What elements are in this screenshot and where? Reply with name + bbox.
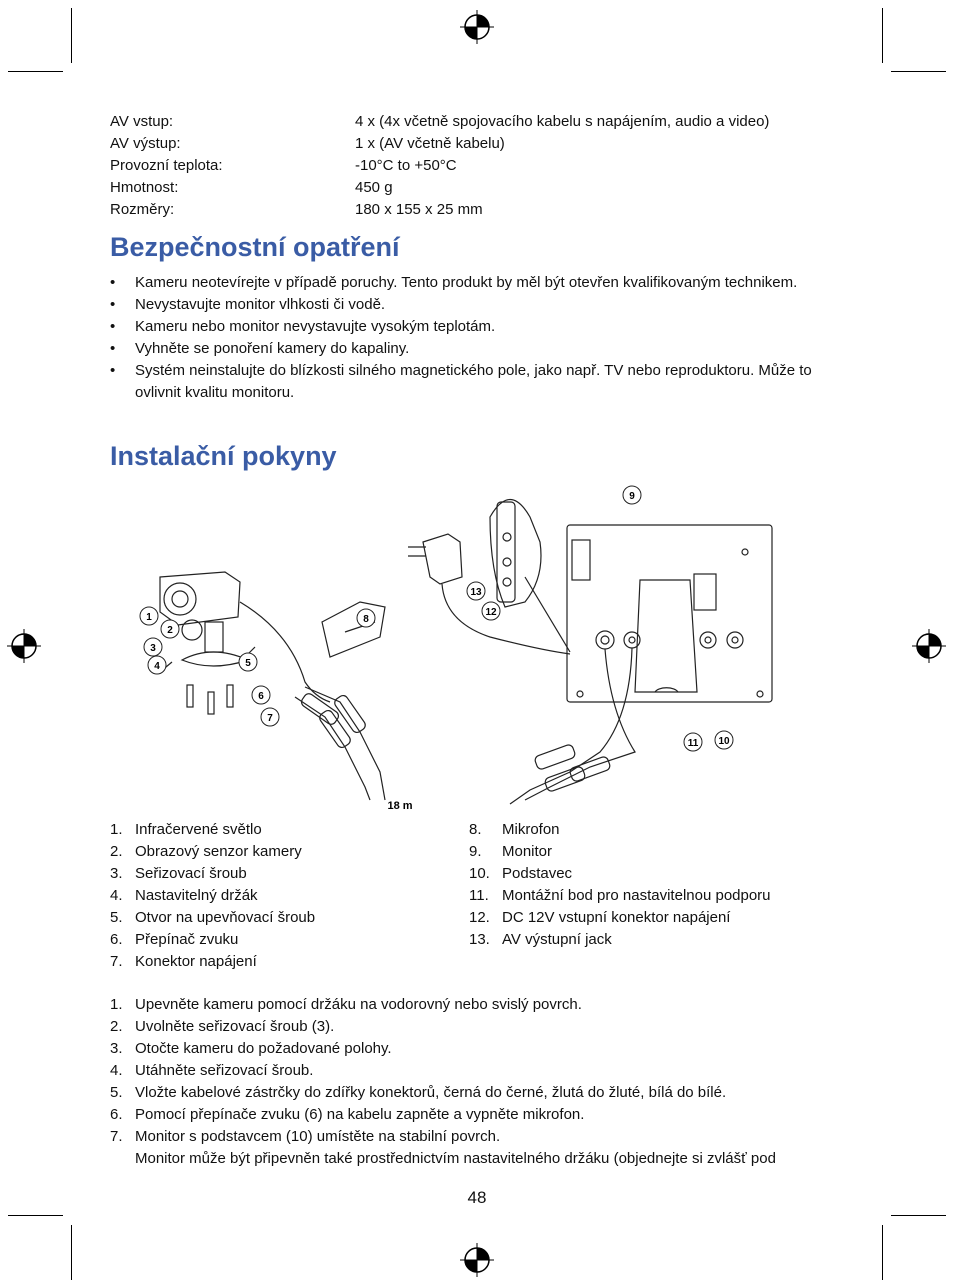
step-text-continued: Monitor může být připevněn také prostřednictvím nastavitelného držáku (objednejte si zvlášť pod xyxy=(135,1150,776,1167)
list-item xyxy=(110,929,450,951)
step-number: 4. xyxy=(110,1062,123,1079)
svg-text:1: 1 xyxy=(146,612,152,623)
bullet: • xyxy=(110,296,116,313)
list-item-text: DC 12V vstupní konektor napájení xyxy=(502,909,731,926)
list-item xyxy=(110,863,450,885)
bullet: • xyxy=(110,318,116,335)
step-item xyxy=(110,1060,870,1082)
spec-label: Provozní teplota: xyxy=(110,157,223,174)
list-item xyxy=(110,272,830,294)
list-item xyxy=(110,907,450,929)
parts-list-left xyxy=(110,819,450,973)
step-item xyxy=(110,1082,870,1104)
list-item xyxy=(110,951,450,973)
list-number: 8. xyxy=(469,821,482,838)
list-item-text: Kameru neotevírejte v případě poruchy. Tento produkt by měl být otevřen kvalifikovaným technikem. xyxy=(135,274,798,291)
monitor-body xyxy=(567,525,772,702)
list-number: 2. xyxy=(110,843,123,860)
list-item xyxy=(469,819,849,841)
step-number: 1. xyxy=(110,996,123,1013)
list-item-text: Přepínač zvuku xyxy=(135,931,239,948)
svg-text:9: 9 xyxy=(629,491,635,502)
step-text: Uvolněte seřizovací šroub (3). xyxy=(135,1018,335,1035)
callout-group xyxy=(140,486,733,812)
registration-mark-left xyxy=(7,629,41,663)
spec-value: 180 x 155 x 25 mm xyxy=(355,201,483,218)
list-item xyxy=(110,885,450,907)
list-number: 6. xyxy=(110,931,123,948)
step-item xyxy=(110,1016,870,1038)
svg-text:13: 13 xyxy=(470,587,482,598)
list-item xyxy=(110,360,830,404)
list-item-text: Otvor na upevňovací šroub xyxy=(135,909,316,926)
bullet: • xyxy=(110,362,116,379)
step-number: 6. xyxy=(110,1106,123,1123)
step-number: 2. xyxy=(110,1018,123,1035)
list-item-text: Konektor napájení xyxy=(135,953,257,970)
parts-list-right xyxy=(469,819,849,951)
spec-value: -10°C to +50°C xyxy=(355,157,457,174)
list-number: 11. xyxy=(469,887,489,904)
svg-text:8: 8 xyxy=(363,614,369,625)
svg-text:2: 2 xyxy=(167,625,173,636)
cable-length-label: 18 m xyxy=(387,800,413,812)
power-adapter xyxy=(423,534,462,584)
step-text: Utáhněte seřizovací šroub. xyxy=(135,1062,314,1079)
step-item xyxy=(110,1126,870,1170)
list-number: 7. xyxy=(110,953,123,970)
svg-text:12: 12 xyxy=(485,607,497,618)
list-item xyxy=(469,885,849,907)
list-item-text: Seřizovací šroub xyxy=(135,865,247,882)
list-number: 9. xyxy=(469,843,482,860)
list-item xyxy=(110,338,830,360)
list-item xyxy=(110,316,830,338)
list-item-text: Obrazový senzor kamery xyxy=(135,843,302,860)
list-item-text: Vyhněte se ponoření kamery do kapaliny. xyxy=(135,340,410,357)
list-number: 12. xyxy=(469,909,490,926)
registration-mark-bottom xyxy=(460,1243,494,1277)
step-item xyxy=(110,1038,870,1060)
svg-text:3: 3 xyxy=(150,643,156,654)
list-item xyxy=(110,819,450,841)
svg-text:5: 5 xyxy=(245,658,251,669)
install-heading: Instalační pokyny xyxy=(110,441,337,471)
spec-value: 1 x (AV včetně kabelu) xyxy=(355,135,505,152)
list-item xyxy=(110,841,450,863)
list-item-text: Montážní bod pro nastavitelnou podporu xyxy=(502,887,771,904)
list-number: 1. xyxy=(110,821,123,838)
list-item-text: Nevystavujte monitor vlhkosti či vodě. xyxy=(135,296,386,313)
list-item-text: Mikrofon xyxy=(502,821,560,838)
install-steps xyxy=(110,994,870,1170)
list-item-text: Monitor xyxy=(502,843,553,860)
step-text: Pomocí přepínače zvuku (6) na kabelu zapněte a vypněte mikrofon. xyxy=(135,1106,585,1123)
step-text: Upevněte kameru pomocí držáku na vodorovný nebo svislý povrch. xyxy=(135,996,582,1013)
list-number: 4. xyxy=(110,887,123,904)
spec-label: AV vstup: xyxy=(110,113,174,130)
list-number: 5. xyxy=(110,909,123,926)
bullet: • xyxy=(110,274,116,291)
list-item xyxy=(469,929,849,951)
svg-text:4: 4 xyxy=(154,661,160,672)
step-number: 7. xyxy=(110,1128,123,1145)
list-item-text: Infračervené světlo xyxy=(135,821,262,838)
step-text: Vložte kabelové zástrčky do zdířky konektorů, černá do černé, žlutá do žluté, bílá do bílé. xyxy=(135,1084,727,1101)
list-number: 3. xyxy=(110,865,123,882)
list-item xyxy=(469,863,849,885)
list-item-text: Podstavec xyxy=(502,865,573,882)
list-item xyxy=(110,294,830,316)
bullet: • xyxy=(110,340,116,357)
spec-value: 450 g xyxy=(355,179,393,196)
step-text: Monitor s podstavcem (10) umístěte na stabilní povrch. xyxy=(135,1128,501,1145)
spec-value: 4 x (4x včetně spojovacího kabelu s napájením, audio a video) xyxy=(355,113,770,130)
list-item-text: Systém neinstalujte do blízkosti silného magnetického pole, jako např. TV nebo reproduktoru. Může to ovlivnit kvalitu monitoru. xyxy=(135,362,812,401)
step-text: Otočte kameru do požadované polohy. xyxy=(135,1040,392,1057)
spec-label: Hmotnost: xyxy=(110,179,179,196)
list-number: 10. xyxy=(469,865,490,882)
list-item-text: AV výstupní jack xyxy=(502,931,612,948)
step-number: 5. xyxy=(110,1084,123,1101)
safety-list xyxy=(110,272,830,404)
svg-text:11: 11 xyxy=(687,738,699,749)
step-item xyxy=(110,994,870,1016)
spec-label: AV výstup: xyxy=(110,135,181,152)
page-number: 48 xyxy=(467,1188,487,1207)
list-item-text: Kameru nebo monitor nevystavujte vysokým teplotám. xyxy=(135,318,496,335)
list-item xyxy=(469,841,849,863)
list-number: 13. xyxy=(469,931,490,948)
list-item-text: Nastavitelný držák xyxy=(135,887,258,904)
step-item xyxy=(110,1104,870,1126)
spec-label: Rozměry: xyxy=(110,201,175,218)
safety-heading: Bezpečnostní opatření xyxy=(110,232,400,262)
svg-text:6: 6 xyxy=(258,691,264,702)
list-item xyxy=(469,907,849,929)
installation-diagram xyxy=(130,482,790,814)
svg-text:7: 7 xyxy=(267,713,273,724)
registration-mark-right xyxy=(912,629,946,663)
step-number: 3. xyxy=(110,1040,123,1057)
registration-mark-top xyxy=(460,10,494,44)
svg-text:10: 10 xyxy=(718,736,730,747)
